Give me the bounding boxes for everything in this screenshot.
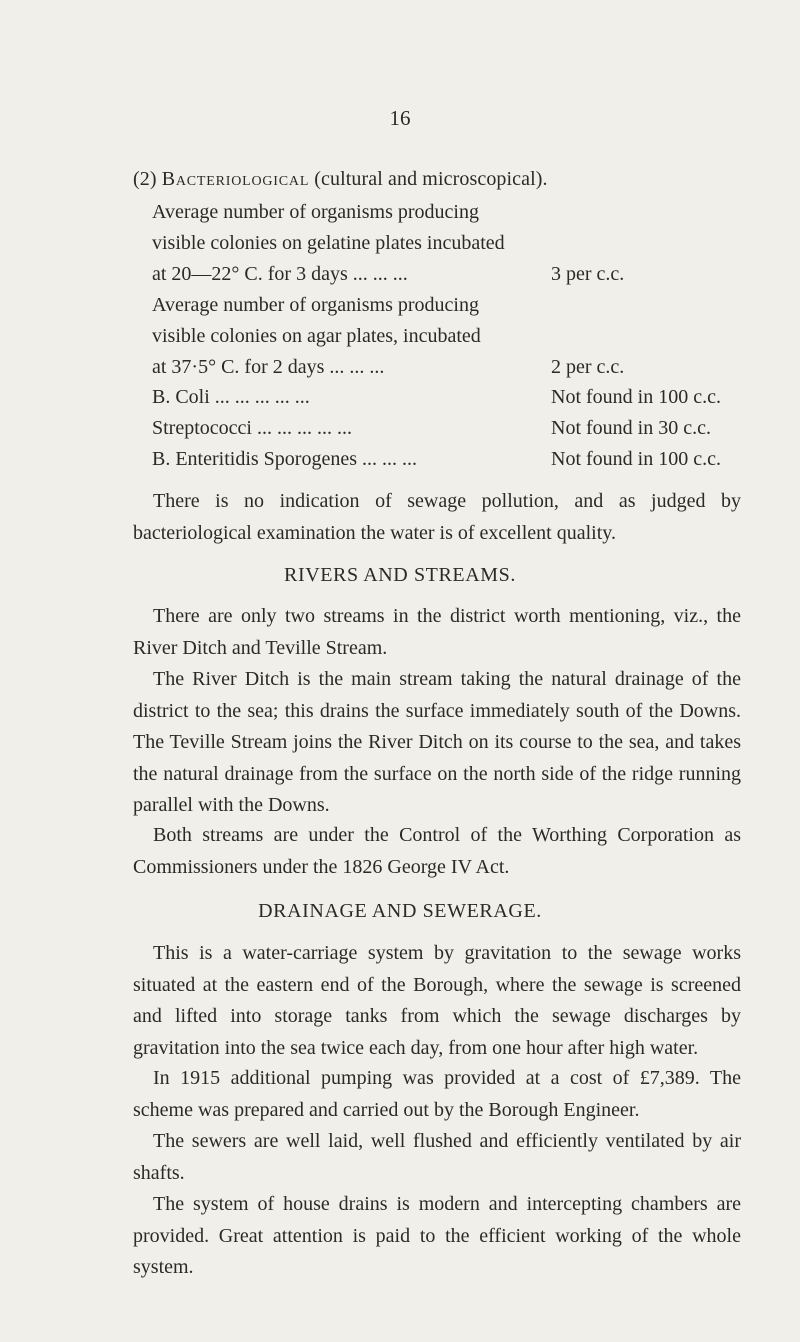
bacteriological-heading <box>133 168 548 191</box>
drainage-paragraph: The system of house drains is modern and intercepting chambers are provided. Great attention is paid to the efficient working of the whole system. <box>133 1193 741 1278</box>
drainage-paragraph: This is a water-carriage system by gravitation to the sewage works situated at the eastern end of the Borough, where the sewage is screened and lifted into storage tanks from which the sewage discharges by gravitation into the sea twice each day, from one hour after high water. <box>133 942 741 1059</box>
table-value: Not found in 100 c.c. <box>551 448 721 470</box>
table-value: 2 per c.c. <box>551 356 625 378</box>
table-value: Not found in 100 c.c. <box>551 386 721 408</box>
drainage-paragraph: The sewers are well laid, well flushed and efficiently ventilated by air shafts. <box>133 1130 741 1184</box>
table-row: visible colonies on gelatine plates incubated <box>152 232 505 254</box>
table-row: Streptococci ... ... ... ... ... <box>152 417 352 439</box>
table-row: Average number of organisms producing <box>152 201 479 223</box>
table-row: at 37·5° C. for 2 days ... ... ... <box>152 356 385 378</box>
section-title: Bacteriological <box>161 168 310 190</box>
table-value: Not found in 30 c.c. <box>551 417 711 439</box>
table-row: at 20—22° C. for 3 days ... ... ... <box>152 263 408 285</box>
drainage-paragraph: In 1915 additional pumping was provided at a cost of £7,389. The scheme was prepared and carried out by the Borough Engineer. <box>133 1067 741 1121</box>
rivers-paragraph: There are only two streams in the district worth mentioning, viz., the River Ditch and Teville Stream. <box>133 605 741 659</box>
drainage-heading: DRAINAGE AND SEWERAGE. <box>258 900 542 922</box>
page-number: 16 <box>389 106 411 130</box>
table-row: B. Coli ... ... ... ... ... <box>152 386 310 408</box>
section-number: (2) <box>133 168 157 190</box>
table-row: Average number of organisms producing <box>152 294 479 316</box>
table-value: 3 per c.c. <box>551 263 625 285</box>
table-row: visible colonies on agar plates, incubated <box>152 325 481 347</box>
section-subtitle: (cultural and microscopical). <box>314 168 548 190</box>
table-row: B. Enteritidis Sporogenes ... ... ... <box>152 448 417 470</box>
rivers-paragraph: The River Ditch is the main stream taking the natural drainage of the district to the sea; this drains the surface immediately south of the Downs. The Teville Stream joins the River Ditch on its course to the sea, and takes the natural drainage from the surface on the north side of the ridge running parallel with the Downs. <box>133 668 741 816</box>
bacteriological-conclusion: There is no indication of sewage pollution, and as judged by bacteriological examination the water is of excellent quality. <box>133 490 741 544</box>
rivers-heading: RIVERS AND STREAMS. <box>284 564 516 586</box>
rivers-paragraph: Both streams are under the Control of the Worthing Corporation as Commissioners under the 1826 George IV Act. <box>133 824 741 878</box>
